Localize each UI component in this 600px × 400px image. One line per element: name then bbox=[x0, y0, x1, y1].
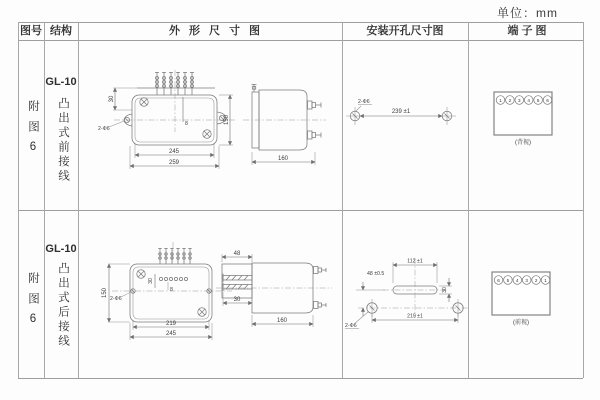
terminal-bolt bbox=[308, 101, 322, 109]
view-label: (背视) bbox=[515, 140, 531, 146]
terminal-number: 3 bbox=[525, 277, 528, 283]
side-view bbox=[243, 84, 326, 165]
col-header-install: 安装开孔尺寸图 bbox=[366, 25, 444, 37]
terminal-number: 4 bbox=[516, 277, 519, 283]
side-view bbox=[216, 251, 332, 327]
dim-hole-spacing: 239 ±1 bbox=[391, 109, 411, 115]
view-label: (前视) bbox=[513, 320, 529, 326]
dim-terminal-height: 30 bbox=[109, 95, 115, 103]
model-label: GL-10 bbox=[45, 76, 77, 88]
dim-overall-width: 259 bbox=[168, 160, 180, 166]
terminal-bolt bbox=[308, 131, 322, 139]
dim-slot-width: 112 ±1 bbox=[407, 258, 423, 265]
terminal-bolt bbox=[314, 302, 327, 309]
terminal-number: 3 bbox=[518, 97, 521, 103]
dim-hole-spacing: 219 ±1 bbox=[407, 313, 423, 320]
hole-spec-label: 2-Φ6 bbox=[345, 323, 357, 329]
outline-drawing-rear-connection bbox=[80, 210, 342, 378]
dim-terminal-pitch: 8 bbox=[170, 287, 173, 293]
terminal-number: 5 bbox=[506, 277, 510, 283]
dim-overall-width: 245 bbox=[165, 331, 177, 337]
terminal-screws bbox=[158, 248, 191, 264]
fixing-screw-icon bbox=[140, 98, 148, 106]
fixing-screw-icon bbox=[198, 308, 206, 316]
dim-case-height: 150 bbox=[224, 114, 230, 126]
terminal-number: 1 bbox=[544, 277, 547, 283]
hole-spec-label: 2-Φ6 bbox=[98, 126, 110, 132]
col-header-structure: 结构 bbox=[50, 25, 72, 37]
terminal-number: 4 bbox=[527, 97, 530, 103]
dim-slot-offset: 48 ±0.5 bbox=[367, 271, 385, 277]
rear-terminal-stud bbox=[223, 274, 252, 283]
outline-drawing-front-connection bbox=[80, 40, 342, 210]
dim-case-depth: 160 bbox=[277, 156, 289, 162]
col-header-fig: 图号 bbox=[20, 25, 42, 37]
table-border bbox=[18, 378, 583, 379]
terminal-bolt bbox=[314, 267, 327, 274]
dim-stud-length: 30 bbox=[233, 297, 241, 303]
hole-spec-label: 2-Φ6 bbox=[110, 296, 122, 302]
fig-label: 附图6 bbox=[27, 100, 39, 162]
table-border bbox=[583, 22, 584, 378]
model-label: GL-10 bbox=[45, 243, 77, 255]
dim-terminal-pitch: 8 bbox=[185, 121, 188, 127]
col-header-terminal: 端子图 bbox=[507, 25, 550, 37]
col-header-outline: 外形尺寸图 bbox=[169, 25, 269, 37]
dim-case-width: 219 bbox=[165, 321, 177, 327]
terminal-number: 5 bbox=[536, 97, 540, 103]
terminal-number: 6 bbox=[497, 277, 500, 283]
table-border bbox=[78, 22, 79, 378]
table-border bbox=[18, 22, 19, 378]
terminal-number: 1 bbox=[499, 97, 502, 103]
structure-label: 凸出式前接线 bbox=[57, 97, 69, 184]
terminal-number: 2 bbox=[508, 97, 512, 103]
rear-stud-row bbox=[159, 277, 187, 280]
rear-terminal-stud bbox=[223, 283, 252, 292]
unit-label: 单位：mm bbox=[497, 6, 558, 20]
terminal-drawing-front-connection bbox=[468, 40, 583, 210]
hole-spec-label: 2-Φ6 bbox=[358, 99, 370, 105]
dim-stud-offset: 30 bbox=[148, 278, 154, 284]
fig-label: 附图6 bbox=[27, 272, 39, 334]
dim-case-depth: 160 bbox=[276, 318, 288, 324]
dim-slot-height: 30 bbox=[442, 287, 448, 293]
terminal-screws bbox=[155, 72, 194, 95]
front-view bbox=[102, 242, 232, 340]
install-drawing-front-connection bbox=[342, 40, 468, 210]
structure-label: 凸出式后接线 bbox=[57, 262, 69, 349]
fixing-screw-icon bbox=[137, 270, 145, 278]
terminal-number: 2 bbox=[534, 277, 538, 283]
front-view bbox=[98, 70, 235, 169]
dim-case-width: 245 bbox=[168, 149, 180, 155]
dim-case-height: 150 bbox=[102, 287, 108, 299]
dim-block-depth: 48 bbox=[233, 251, 241, 257]
install-drawing-rear-connection bbox=[342, 210, 468, 378]
terminal-number: 6 bbox=[546, 97, 549, 103]
terminal-drawing-rear-connection bbox=[468, 210, 583, 378]
fixing-screw-icon bbox=[203, 130, 211, 138]
